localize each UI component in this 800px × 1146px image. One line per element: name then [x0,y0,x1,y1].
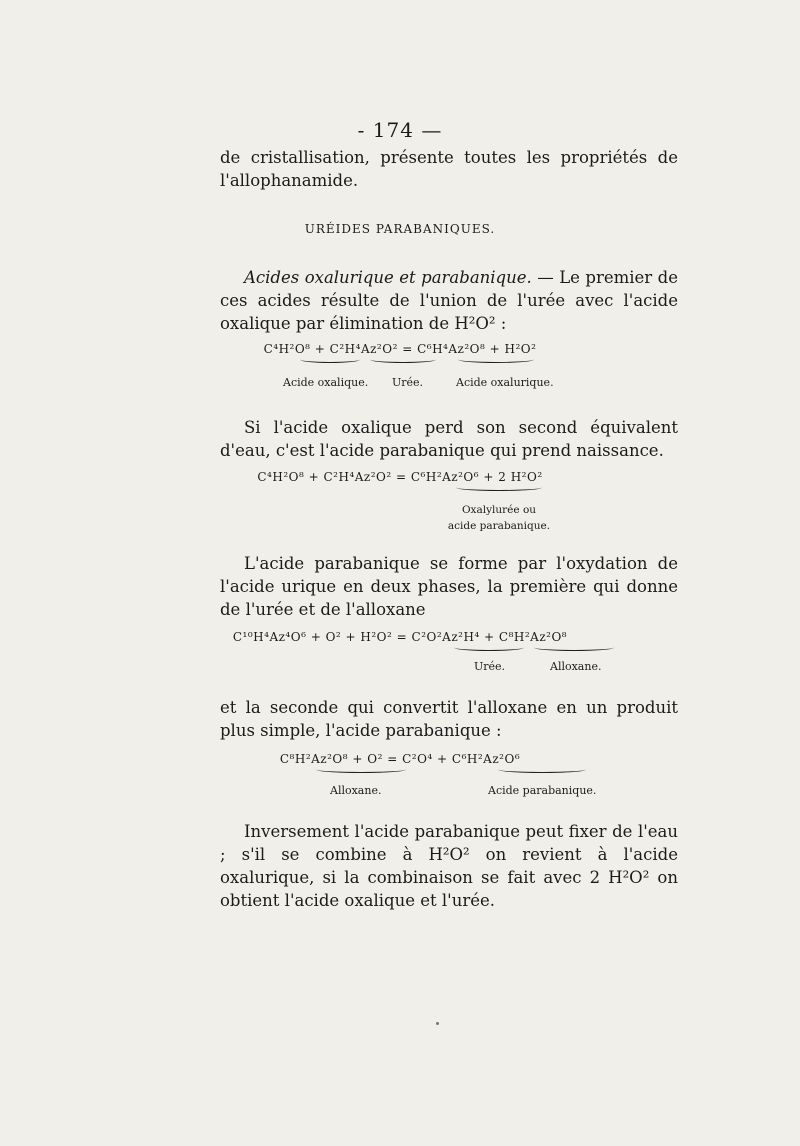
paragraph-6: Inversement l'acide parabanique peut fixer de l'eau ; s'il se combine à H²O² on revient à l'acide oxalurique, si la combinaison se fait avec 2 H²O² on obtient l'acide oxalique et l'urée. [220,822,678,910]
underbrace-uree [370,356,436,363]
paragraph-2-title: Acides oxalurique et parabanique. [244,268,532,287]
underbrace-parabanic-2 [498,766,586,773]
paragraph-2 [220,266,678,335]
formula-2: C⁴H²O⁸ + C²H⁴Az²O² = C⁶H²Az²O⁶ + 2 H²O² [257,470,543,484]
paper-speck [436,1022,439,1025]
label-acide-oxalique: Acide oxalique. [283,376,369,389]
label-acide-oxalurique: Acide oxalurique. [456,376,554,389]
page-number: - 174 — [357,118,443,142]
section-heading: URÉIDES PARABANIQUES. [304,222,496,236]
paragraph-4: L'acide parabanique se forme par l'oxydation de l'acide urique en deux phases, la première qui donne de l'urée et de l'alloxane [220,554,678,619]
label-uree-2: Urée. [474,660,506,673]
paragraph-2-body: — Le premier de ces acides résulte de l'union de l'urée avec l'acide oxalique par élimination de H²O² : [220,268,678,333]
paragraph-1: de cristallisation, présente toutes les propriétés de l'allophanamide. [220,148,678,190]
underbrace-alloxane [534,644,614,651]
underbrace-oxaluric [458,356,534,363]
paragraph-3: Si l'acide oxalique perd son second équivalent d'eau, c'est l'acide parabanique qui prend naissance. [220,418,678,460]
underbrace-parabanic [456,484,542,491]
label-alloxane-2: Alloxane. [330,784,382,797]
label-oxalyluree: Oxalylurée ou [461,504,537,516]
formula-3: C¹⁰H⁴Az⁴O⁶ + O² + H²O² = C²O²Az²H⁴ + C⁸H²Az²O⁸ [232,630,568,644]
underbrace-uree-2 [454,644,524,651]
label-alloxane-1: Alloxane. [550,660,602,673]
underbrace-oxalic [300,356,360,363]
formula-4: C⁸H²Az²O⁸ + O² = C²O⁴ + C⁶H²Az²O⁶ [279,752,521,766]
paragraph-5: et la seconde qui convertit l'alloxane en un produit plus simple, l'acide parabanique : [220,698,678,740]
label-uree-1: Urée. [392,376,424,389]
formula-1: C⁴H²O⁸ + C²H⁴Az²O² = C⁶H⁴Az²O⁸ + H²O² [263,342,537,356]
underbrace-alloxane-2 [316,766,406,773]
label-acide-parabanique-2: Acide parabanique. [488,784,597,797]
label-acide-parabanique-1: acide parabanique. [447,520,551,532]
